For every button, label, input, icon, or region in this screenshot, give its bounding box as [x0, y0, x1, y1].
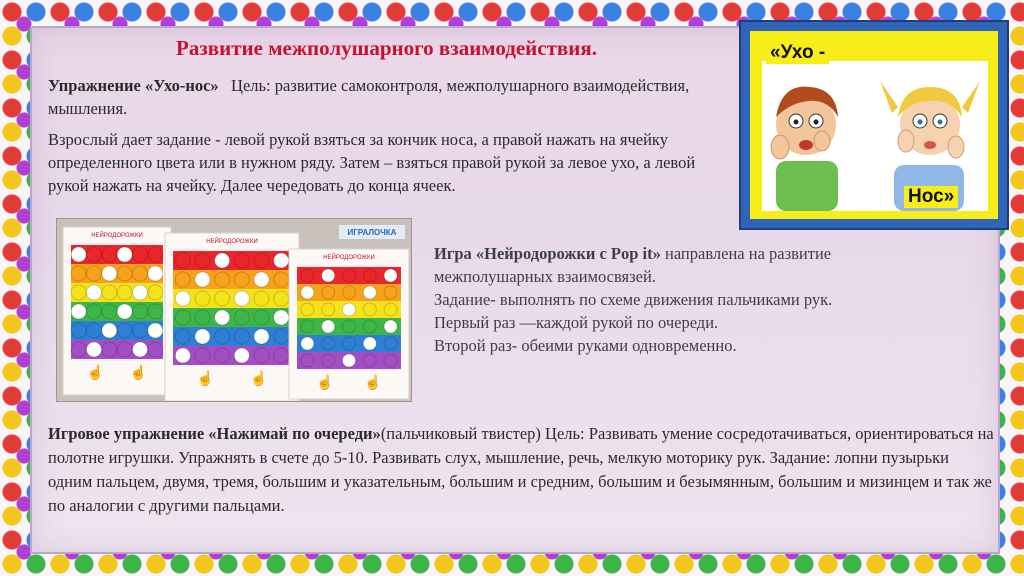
nose-label: Нос» — [904, 186, 958, 208]
popit-bubble — [175, 291, 190, 306]
popit-bubble — [102, 285, 117, 300]
popit-bubble — [71, 304, 86, 319]
popit-bubble — [274, 272, 289, 287]
popit-bubble — [133, 285, 148, 300]
popit-bubble — [363, 337, 376, 350]
popit-bubble — [215, 329, 230, 344]
popit-bubble — [322, 354, 335, 367]
popit-board-title: НЕЙРОДОРОЖКИ — [323, 255, 375, 261]
popit-bubble — [234, 329, 249, 344]
popit-bubble — [148, 304, 163, 319]
popit-bubble — [343, 354, 356, 367]
popit-bubble — [133, 247, 148, 262]
page-title: Развитие межполушарного взаимодействия. — [176, 36, 597, 60]
popit-bubble — [87, 247, 102, 262]
popit-bubble — [363, 286, 376, 299]
popit-bubble — [215, 253, 230, 268]
popit-bubble — [234, 272, 249, 287]
game-name: Игра «Нейродорожки с Pop it» — [434, 244, 661, 263]
popit-bubble — [215, 291, 230, 306]
game-text — [434, 242, 954, 357]
popit-bubble — [234, 348, 249, 363]
popit-bubble — [175, 348, 190, 363]
hand-icon: ☝ — [86, 366, 105, 381]
popit-bubble — [71, 266, 86, 281]
popit-bubble — [343, 303, 356, 316]
popit-bubble — [384, 320, 397, 333]
popit-bubble — [87, 304, 102, 319]
popit-bubble — [215, 310, 230, 325]
popit-bubble — [102, 266, 117, 281]
popit-bubble — [301, 269, 314, 282]
popit-bubble — [274, 329, 289, 344]
hand-icon: ☝ — [364, 376, 382, 391]
popit-bubble — [87, 266, 102, 281]
popit-bubble — [301, 337, 314, 350]
popit-bubble — [87, 342, 102, 357]
popit-bubble — [175, 272, 190, 287]
popit-bubble — [133, 323, 148, 338]
popit-bubble — [148, 323, 163, 338]
popit-bubble — [102, 304, 117, 319]
popit-bubble — [102, 342, 117, 357]
popit-bubble — [175, 329, 190, 344]
popit-bubble — [363, 303, 376, 316]
popit-bubble — [71, 285, 86, 300]
popit-bubble — [301, 354, 314, 367]
popit-bubble — [175, 253, 190, 268]
popit-bubble — [254, 348, 269, 363]
hand-icon: ☝ — [250, 372, 268, 387]
popit-bubble — [133, 304, 148, 319]
popit-bubble — [322, 337, 335, 350]
popit-bubble — [195, 291, 210, 306]
popit-boards-illustration — [57, 219, 411, 401]
popit-bubble — [117, 266, 132, 281]
popit-bubble — [148, 247, 163, 262]
popit-board-title: НЕЙРОДОРОЖКИ — [206, 239, 258, 245]
popit-bubble — [322, 303, 335, 316]
popit-bubble — [102, 247, 117, 262]
popit-bubble — [343, 337, 356, 350]
popit-bubble — [148, 285, 163, 300]
popit-boards-photo — [56, 218, 412, 402]
exercise2-rest: (пальчиковый твистер) Цель: Развивать умение сосредотачиваться, ориентироваться на полотне игрушки. Упражнять в счете до 5-10. Развивать слух, мышление, речь, мелкую моторику рук. Задание: лопни пузырьки одним пальцем, двумя, тремя, большим и указательным, большим и средним, большим и безымянным, большим и мизинцем и так же по аналогии с другими пальцами. — [48, 424, 994, 515]
popit-bubble — [363, 354, 376, 367]
exercise1-description: Взрослый дает задание - левой рукой взяться за кончик носа, а правой нажать на ячейку определенного цвета или в нужном ряду. Затем – взяться правой рукой за левое ухо, а левой рукой нажать на ячейку. Далее чередовать до конца ячеек. — [48, 130, 696, 195]
popit-bubble — [234, 310, 249, 325]
popit-bubble — [195, 272, 210, 287]
popit-bubble — [148, 266, 163, 281]
exercise1-text — [48, 74, 698, 120]
popit-bubble — [117, 285, 132, 300]
popit-bubble — [322, 269, 335, 282]
popit-bubble — [234, 253, 249, 268]
ear-label: «Ухо - — [766, 42, 829, 64]
popit-bubble — [254, 253, 269, 268]
popit-bubble — [384, 269, 397, 282]
popit-bubble — [274, 348, 289, 363]
popit-bubble — [175, 310, 190, 325]
boy-figure — [771, 87, 838, 211]
popit-bubble — [384, 286, 397, 299]
popit-bubble — [102, 323, 117, 338]
popit-bubble — [322, 320, 335, 333]
popit-bubble — [117, 323, 132, 338]
popit-bubble — [71, 323, 86, 338]
game-line1: Задание- выполнять по схеме движения пальчиками рук. — [434, 290, 833, 309]
popit-bubble — [384, 337, 397, 350]
hand-icon: ☝ — [129, 366, 148, 381]
hand-icon: ☝ — [316, 376, 334, 391]
popit-bubble — [87, 323, 102, 338]
game-intro: направлена на развитие межполушарных взаимосвязей. — [434, 244, 832, 286]
popit-bubble — [254, 272, 269, 287]
popit-bubble — [71, 342, 86, 357]
popit-bubble — [117, 342, 132, 357]
popit-bubble — [133, 342, 148, 357]
popit-bubble — [363, 320, 376, 333]
popit-bubble — [117, 247, 132, 262]
popit-bubble — [71, 247, 86, 262]
popit-bubble — [343, 320, 356, 333]
exercise2-text — [48, 422, 996, 518]
game-line3: Второй раз- обеими руками одновременно. — [434, 336, 737, 355]
popit-bubble — [254, 310, 269, 325]
popit-bubble — [322, 286, 335, 299]
popit-bubble — [133, 266, 148, 281]
brand-label: ИГРАЛОЧКА — [347, 228, 397, 237]
popit-bubble — [384, 354, 397, 367]
popit-bubble — [254, 291, 269, 306]
popit-bubble — [301, 320, 314, 333]
popit-board-title: НЕЙРОДОРОЖКИ — [91, 233, 143, 239]
popit-bubble — [343, 269, 356, 282]
popit-bubble — [215, 348, 230, 363]
popit-bubble — [301, 286, 314, 299]
exercise2-name: Игровое упражнение «Нажимай по очереди» — [48, 424, 381, 443]
popit-bubble — [301, 303, 314, 316]
popit-bubble — [195, 310, 210, 325]
popit-bubble — [215, 272, 230, 287]
popit-bubble — [195, 348, 210, 363]
popit-bubble — [117, 304, 132, 319]
popit-bubble — [254, 329, 269, 344]
hand-icon: ☝ — [196, 372, 214, 387]
popit-bubble — [148, 342, 163, 357]
popit-bubble — [343, 286, 356, 299]
popit-bubble — [274, 253, 289, 268]
popit-bubble — [274, 310, 289, 325]
popit-bubble — [363, 269, 376, 282]
popit-bubble — [195, 253, 210, 268]
popit-bubble — [87, 285, 102, 300]
popit-bubble — [274, 291, 289, 306]
popit-bubble — [234, 291, 249, 306]
popit-bubble — [195, 329, 210, 344]
game-line2: Первый раз —каждой рукой по очереди. — [434, 313, 719, 332]
exercise1-name: Упражнение «Ухо-нос» — [48, 76, 219, 95]
exercise1-goal: Цель: развитие самоконтроля, межполушарного взаимодействия, мышления. — [48, 76, 694, 118]
popit-bubble — [384, 303, 397, 316]
